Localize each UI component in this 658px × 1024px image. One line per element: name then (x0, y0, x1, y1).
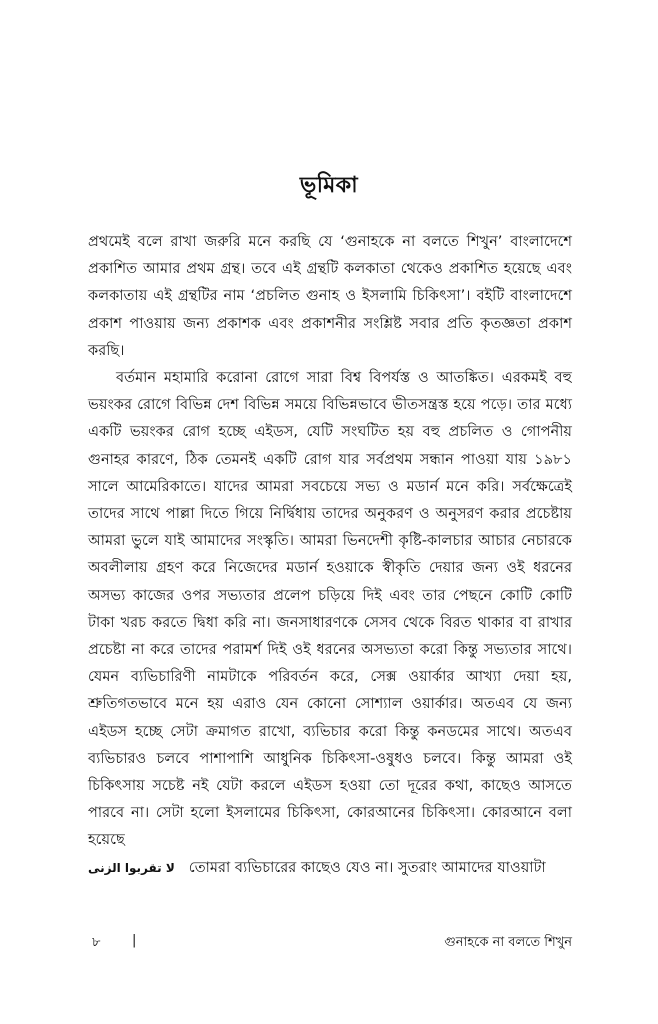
last-line (88, 854, 572, 882)
page-footer (88, 933, 572, 955)
page-title: ভূমিকা (299, 173, 359, 198)
running-head: গুনাহকে না বলতে শিখুন (444, 935, 572, 950)
arabic-quote: لا تقربوا الزنى (88, 860, 175, 875)
paragraph-main: বর্তমান মহামারি করোনা রোগে সারা বিশ্ব বিপর্যস্ত ও আতঙ্কিত। এরকমই বহু ভয়ংকর রোগে বিভিন্ন দেশ বিভিন্ন সময়ে বিভিন্নভাবে ভীতসন্ত্রস্ত হয়ে পড়ে। তার মধ্যে একটি ভয়ংকর রোগ হচ্ছে এইডস, যেটি সংঘটিত হয় বহু প্রচলিত ও গোপনীয় গুনাহর কারণে, ঠিক তেমনই একটি রোগ যার সর্বপ্রথম সন্ধান পাওয়া যায় ১৯৮১ সালে আমেরিকাতে। যাদের আমরা সবচেয়ে সভ্য ও মডার্ন মনে করি। সর্বক্ষেত্রেই তাদের সাথে পাল্লা দিতে গিয়ে নির্দ্বিধায় তাদের অনুকরণ ও অনুসরণ করার প্রচেষ্টায় আমরা ভুলে যাই আমাদের সংস্কৃতি। আমরা ভিনদেশী কৃষ্টি-কালচার আচার নেচারকে অবলীলায় গ্রহণ করে নিজেদের মডার্ন হওয়াকে স্বীকৃতি দেয়ার জন্য ওই ধরনের অসভ্য কাজের ওপর সভ্যতার প্রলেপ চড়িয়ে দিই এবং তার পেছনে কোটি কোটি টাকা খরচ করতে দ্বিধা করি না। জনসাধারণকে সেসব থেকে বিরত থাকার বা রাখার প্রচেষ্টা না করে তাদের পরামর্শ দিই ওই ধরনের অসভ্যতা করো কিন্তু সভ্যতার সাথে। যেমন ব্যভিচারিণী নামটাকে পরিবর্তন করে, সেক্স ওয়ার্কার আখ্যা দেয়া হয়, শ্রুতিগতভাবে মনে হয় এরাও যেন কোনো সোশ্যাল ওয়ার্কার। অতএব যে জন্য এইডস হচ্ছে সেটা ক্রমাগত রাখো, ব্যভিচার করো কিন্তু কনডমের সাথে। অতএব ব্যভিচারও চলবে পাশাপাশি আধুনিক চিকিৎসা-ওষুধও চলবে। কিন্তু আমরা ওই চিকিৎসায় সচেষ্ট নই যেটা করলে এইডস হওয়া তো দূরের কথা, কাছেও আসতে পারবে না। সেটা হলো ইসলামের চিকিৎসা, কোরআনের চিকিৎসা। কোরআনে বলা হয়েছে (88, 369, 572, 849)
body-text (88, 228, 572, 882)
last-line-text: তোমরা ব্যভিচারের কাছেও যেও না। সুতরাং আমাদের যাওয়াটা (188, 858, 546, 876)
footer-separator: | (132, 933, 137, 948)
page-number: ৮ (92, 935, 101, 950)
paragraph-intro: প্রথমেই বলে রাখা জরুরি মনে করছি যে ‘গুনাহকে না বলতে শিখুন’ বাংলাদেশে প্রকাশিত আমার প্রথম গ্রন্থ। তবে এই গ্রন্থটি কলকাতা থেকেও প্রকাশিত হয়েছে এবং কলকাতায় এই গ্রন্থটির নাম ‘প্রচলিত গুনাহ ও ইসলামি চিকিৎসা’। বইটি বাংলাদেশে প্রকাশ পাওয়ায় জন্য প্রকাশক এবং প্রকাশনীর সংশ্লিষ্ট সবার প্রতি কৃতজ্ঞতা প্রকাশ করছি। (88, 233, 572, 359)
